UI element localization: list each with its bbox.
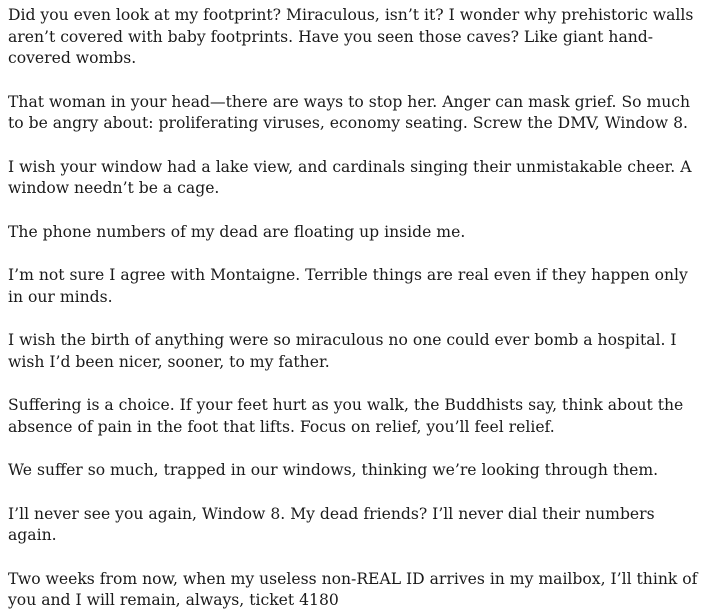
paragraph-suffering-choice: Suffering is a choice. If your feet hurt as you walk, the Buddhists say, think about the absence of pain in the foot that lifts. Focus on relief, you’ll feel relief.	[8, 396, 684, 436]
paragraph-woman-in-head: That woman in your head—there are ways to stop her. Anger can mask grief. So much to be angry about: proliferating viruses, economy seating. Screw the DMV, Window 8.	[8, 92, 691, 132]
paragraph-hospital: I wish the birth of anything were so miraculous no one could ever bomb a hospital. I wish I’d been nicer, sooner, to my father.	[8, 331, 677, 371]
paragraph-footprint: Did you even look at my footprint? Miraculous, isn’t it? I wonder why prehistoric walls aren’t covered with baby footprints. Have you seen those caves? Like giant hand-covered wombs.	[8, 6, 694, 67]
paragraph-windows: We suffer so much, trapped in our windows, thinking we’re looking through them.	[8, 461, 659, 479]
paragraph-never-see-you: I’ll never see you again, Window 8. My dead friends? I’ll never dial their numbers again.	[8, 504, 655, 544]
paragraph-ticket: Two weeks from now, when my useless non-REAL ID arrives in my mailbox, I’ll think of you and I will remain, always, ticket 4180	[8, 569, 698, 609]
paragraph-phone-numbers: The phone numbers of my dead are floating up inside me.	[8, 222, 466, 241]
paragraph-lake-view: I wish your window had a lake view, and cardinals singing their unmistakable cheer. A window needn’t be a cage.	[8, 157, 692, 197]
document-body	[8, 5, 700, 612]
paragraph-montaigne: I’m not sure I agree with Montaigne. Terrible things are real even if they happen only in our minds.	[8, 266, 688, 306]
